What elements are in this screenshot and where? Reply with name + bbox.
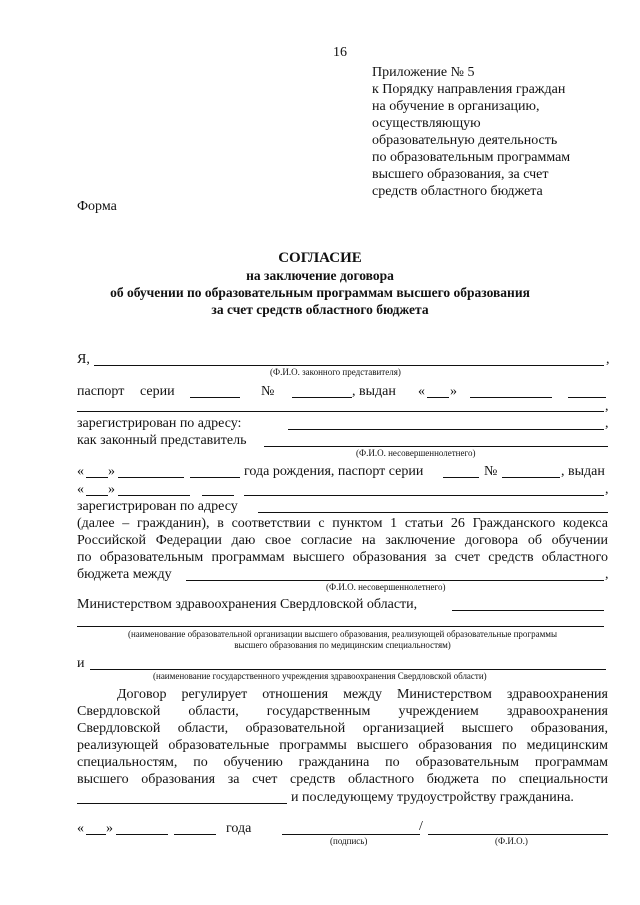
form-label: Форма [77,199,117,214]
ya-label: Я, [77,352,90,367]
contract-line: Договор регулирует отношения между Министерством здравоохранения [117,687,608,702]
comma: , [605,416,609,431]
birth-year-text: года рождения, паспорт серии [244,464,424,479]
annex-line: высшего образования, за счет [372,167,549,182]
annex-line: по образовательным программам [372,150,571,165]
series-label: серии [140,384,175,399]
rep-address-field[interactable] [288,429,604,430]
consent-line: бюджета между [77,567,172,582]
minor-issued-month-field[interactable] [118,495,190,496]
contract-line: высшего образования за счет средств областного бюджета по специальности [77,772,608,787]
minor-issued-by-field[interactable] [244,495,604,496]
title-main: СОГЛАСИЕ [278,250,362,266]
quote-close: » [108,482,115,497]
caption-edu-org: высшего образования по медицинским специальностям) [234,640,451,650]
slash: / [419,819,423,834]
birth-year-field[interactable] [190,477,240,478]
sign-month-field[interactable] [116,834,168,835]
quote-open: « [77,464,84,479]
contract-text [77,686,608,788]
title-line: на заключение договора [246,268,394,283]
minor-passport-number-field[interactable] [502,477,560,478]
annex-block [372,64,570,200]
minor-name-field[interactable] [264,446,608,447]
state-inst-field[interactable] [90,669,606,670]
birth-day-field[interactable] [86,477,108,478]
passport-label: паспорт [77,384,125,399]
caption-minor: (Ф.И.О. несовершеннолетнего) [326,582,446,592]
issued-by-field[interactable] [77,411,604,412]
contract-line: Свердловской области, образовательной организацией высшего образования, [77,721,608,736]
contract-line: и последующему трудоустройству гражданина. [291,790,574,805]
comma: , [605,399,609,414]
annex-line: образовательную деятельность [372,133,558,148]
signature-field[interactable] [282,834,420,835]
issued-year-field[interactable] [568,397,606,398]
caption-minor: (Ф.И.О. несовершеннолетнего) [356,448,476,458]
issued-month-field[interactable] [470,397,552,398]
page-number: 16 [333,45,347,60]
sign-day-field[interactable] [86,834,106,835]
consent-text [77,515,608,566]
caption-rep: (Ф.И.О. законного представителя) [270,367,401,377]
quote-open: « [77,821,84,836]
edu-org-field[interactable] [452,610,604,611]
consent-line: Российской Федерации даю свое согласие на заключение договора об обучении [77,533,608,548]
minor-passport-series-field[interactable] [443,477,479,478]
minor-address-field[interactable] [258,512,608,513]
year-label: года [226,821,252,836]
title-line: об обучении по образовательным программам высшего образования [110,285,530,300]
rep-name-field[interactable] [94,365,604,366]
minor-issued-year-field[interactable] [202,495,234,496]
number-sign: № [484,464,498,479]
passport-series-field[interactable] [190,397,240,398]
caption-state-inst: (наименование государственного учреждения здравоохранения Свердловской области) [153,671,487,681]
edu-org-field-2[interactable] [77,626,604,627]
registered-label-2: зарегистрирован по адресу [77,499,238,514]
issued-label: , выдан [352,384,396,399]
signer-fio-field[interactable] [428,834,608,835]
consent-line: по образовательным программам высшего образования за счет средств областного [77,550,608,565]
contract-line: специальностям, по обучению гражданина по образовательным программам [77,755,608,770]
minor-issued-day-field[interactable] [86,495,108,496]
comma: , [606,352,610,367]
quote-close: » [106,821,113,836]
birth-month-field[interactable] [118,477,184,478]
annex-line: на обучение в организацию, [372,99,540,114]
sign-year-field[interactable] [174,834,216,835]
contract-line: реализующей образовательные программы высшего образования по медицинским [77,738,608,753]
comma: , [605,567,609,582]
quote-close: » [450,384,457,399]
quote-open: « [418,384,425,399]
title-line: за счет средств областного бюджета [211,302,429,317]
comma: , [605,482,609,497]
ministry-text: Министерством здравоохранения Свердловской области, [77,597,418,612]
annex-line: к Порядку направления граждан [372,82,566,97]
consent-line: (далее – гражданин), в соответствии с пунктом 1 статьи 26 Гражданского кодекса [77,516,608,531]
caption-edu-org: (наименование образовательной организации высшего образования, реализующей образовательные программы [127,629,558,639]
fio-caption: (Ф.И.О.) [495,836,528,846]
quote-open: « [77,482,84,497]
minor-name-field-2[interactable] [186,580,604,581]
issued-day-field[interactable] [427,397,449,398]
passport-number-field[interactable] [292,397,352,398]
annex-line: осуществляющую [372,116,481,131]
i-label: и [77,656,85,671]
issued-label: , выдан [561,464,605,479]
annex-line: Приложение № 5 [372,65,475,80]
registered-label: зарегистрирован по адресу: [77,416,242,431]
number-sign: № [261,384,275,399]
specialty-field[interactable] [77,803,287,804]
quote-close: » [108,464,115,479]
contract-line: Свердловской области, государственным учреждением здравоохранения [77,704,608,719]
signature-caption: (подпись) [330,836,368,846]
annex-line: средств областного бюджета [372,184,543,199]
as-legal-rep-label: как законный представитель [77,433,247,448]
